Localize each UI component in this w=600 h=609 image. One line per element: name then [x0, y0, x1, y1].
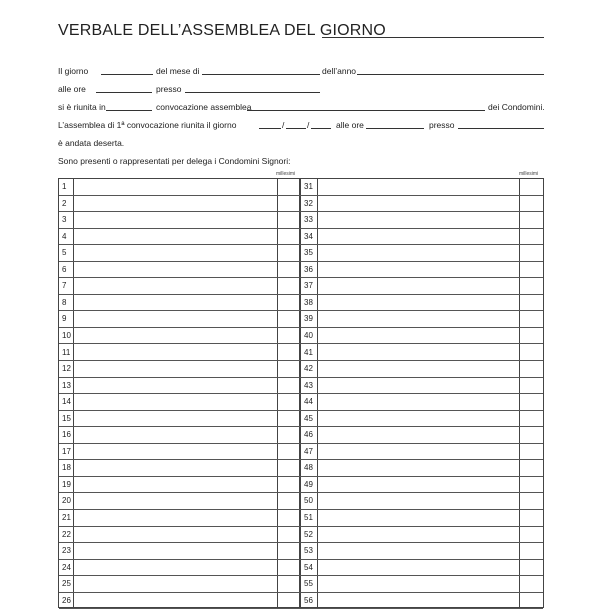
row-number-left: 2: [62, 198, 67, 208]
row-number-left: 17: [62, 446, 71, 456]
row-number-left: 16: [62, 430, 71, 440]
table-row[interactable]: [59, 361, 543, 378]
table-row[interactable]: [59, 576, 543, 593]
row-number-left: 14: [62, 397, 71, 407]
row-number-left: 20: [62, 496, 71, 506]
millesimi-label-left: millesimi: [276, 171, 296, 177]
field-mese[interactable]: [202, 74, 320, 75]
label-prima-ore: alle ore: [336, 120, 364, 130]
row-number-right: 38: [304, 297, 313, 307]
field-prima-anno[interactable]: [311, 128, 331, 129]
text-presenti: Sono presenti o rappresentati per delega i Condomini Signori:: [58, 156, 291, 166]
row-number-left: 5: [62, 248, 67, 258]
table-row[interactable]: [59, 328, 543, 345]
field-prima-ore[interactable]: [366, 128, 424, 129]
row-number-right: 46: [304, 430, 313, 440]
table-row[interactable]: [59, 394, 543, 411]
row-number-left: 10: [62, 330, 71, 340]
row-number-right: 45: [304, 413, 313, 423]
row-number-right: 53: [304, 546, 313, 556]
row-number-right: 39: [304, 314, 313, 324]
label-presso: presso: [156, 84, 182, 94]
field-ore[interactable]: [96, 92, 152, 93]
row-number-left: 21: [62, 513, 71, 522]
row-number-left: 1: [62, 182, 67, 191]
field-assemblea[interactable]: [247, 110, 485, 111]
attendance-table: [58, 178, 544, 608]
row-number-left: 15: [62, 413, 71, 423]
row-number-right: 47: [304, 446, 313, 456]
row-number-left: 7: [62, 281, 67, 291]
row-number-right: 54: [304, 562, 313, 572]
row-number-left: 4: [62, 231, 67, 241]
label-giorno: Il giorno: [58, 66, 89, 76]
row-number-left: 12: [62, 364, 71, 374]
label-mese: del mese di: [156, 66, 200, 76]
field-convocazione[interactable]: [106, 110, 152, 111]
table-row[interactable]: [59, 560, 543, 577]
row-number-right: 50: [304, 496, 313, 506]
row-number-left: 11: [62, 347, 71, 357]
table-row[interactable]: [59, 196, 543, 213]
table-row[interactable]: [59, 427, 543, 444]
table-row[interactable]: [59, 477, 543, 494]
row-number-right: 52: [304, 529, 313, 539]
row-number-right: 37: [304, 281, 313, 291]
row-number-right: 34: [304, 231, 313, 241]
row-number-right: 42: [304, 364, 313, 374]
field-anno[interactable]: [357, 74, 544, 75]
field-prima-giorno[interactable]: [259, 128, 281, 129]
label-condomini: dei Condomini.: [488, 102, 545, 112]
table-row[interactable]: [59, 493, 543, 510]
form-line-date: [58, 64, 544, 78]
table-row[interactable]: [59, 278, 543, 295]
table-row[interactable]: [59, 245, 543, 262]
row-number-right: 36: [304, 264, 313, 274]
label-prima-convocazione: L’assemblea di 1ª convocazione riunita il giorno: [58, 120, 237, 130]
label-anno: dell’anno: [322, 66, 357, 76]
field-presso[interactable]: [185, 92, 320, 93]
table-row[interactable]: [59, 295, 543, 312]
row-number-right: 48: [304, 463, 313, 473]
table-row[interactable]: [59, 345, 543, 362]
table-row[interactable]: [59, 229, 543, 246]
text-deserta: è andata deserta.: [58, 138, 125, 148]
field-prima-mese[interactable]: [286, 128, 306, 129]
label-riunita: si è riunita in: [58, 102, 106, 112]
row-number-left: 24: [62, 562, 71, 572]
label-prima-presso: presso: [429, 120, 455, 130]
table-row[interactable]: [59, 311, 543, 328]
table-row[interactable]: [59, 262, 543, 279]
date-separator-2: /: [307, 120, 310, 130]
row-number-left: 19: [62, 479, 71, 489]
field-giorno[interactable]: [101, 74, 153, 75]
row-number-right: 40: [304, 330, 313, 340]
row-number-right: 33: [304, 215, 313, 225]
row-number-left: 23: [62, 546, 71, 556]
row-number-right: 49: [304, 479, 313, 489]
table-row[interactable]: [59, 179, 543, 196]
row-number-left: 6: [62, 264, 67, 274]
row-number-right: 44: [304, 397, 313, 407]
row-number-left: 18: [62, 463, 71, 473]
row-number-right: 35: [304, 248, 313, 258]
label-convocazione: convocazione assemblea: [156, 102, 252, 112]
date-separator-1: /: [282, 120, 285, 130]
table-row[interactable]: [59, 378, 543, 395]
label-ore: alle ore: [58, 84, 86, 94]
table-row[interactable]: [59, 212, 543, 229]
table-row[interactable]: [59, 444, 543, 461]
row-number-left: 13: [62, 380, 71, 390]
table-row[interactable]: [59, 411, 543, 428]
row-number-left: 25: [62, 579, 71, 589]
row-number-left: 3: [62, 215, 67, 225]
row-number-right: 32: [304, 198, 313, 208]
row-number-right: 43: [304, 380, 313, 390]
row-number-left: 22: [62, 529, 71, 539]
millesimi-label-right: millesimi: [519, 171, 539, 177]
row-number-right: 51: [304, 513, 313, 522]
row-number-left: 9: [62, 314, 67, 324]
date-blank-line[interactable]: [322, 37, 544, 38]
table-row[interactable]: [59, 593, 543, 609]
row-number-right: 55: [304, 579, 313, 589]
table-row[interactable]: [59, 543, 543, 560]
document-title: VERBALE DELL’ASSEMBLEA DEL GIORNO: [58, 22, 386, 39]
field-prima-presso[interactable]: [458, 128, 544, 129]
table-row[interactable]: [59, 527, 543, 544]
form-line-prima-convocazione: [58, 118, 544, 132]
table-row[interactable]: [59, 460, 543, 477]
row-number-right: 56: [304, 595, 313, 605]
row-number-left: 26: [62, 595, 71, 605]
row-number-right: 41: [304, 347, 313, 357]
row-number-left: 8: [62, 297, 67, 307]
table-row[interactable]: [59, 510, 543, 527]
form-line-time: [58, 82, 544, 96]
row-number-right: 31: [304, 182, 313, 191]
form-line-convocazione: [58, 100, 544, 114]
